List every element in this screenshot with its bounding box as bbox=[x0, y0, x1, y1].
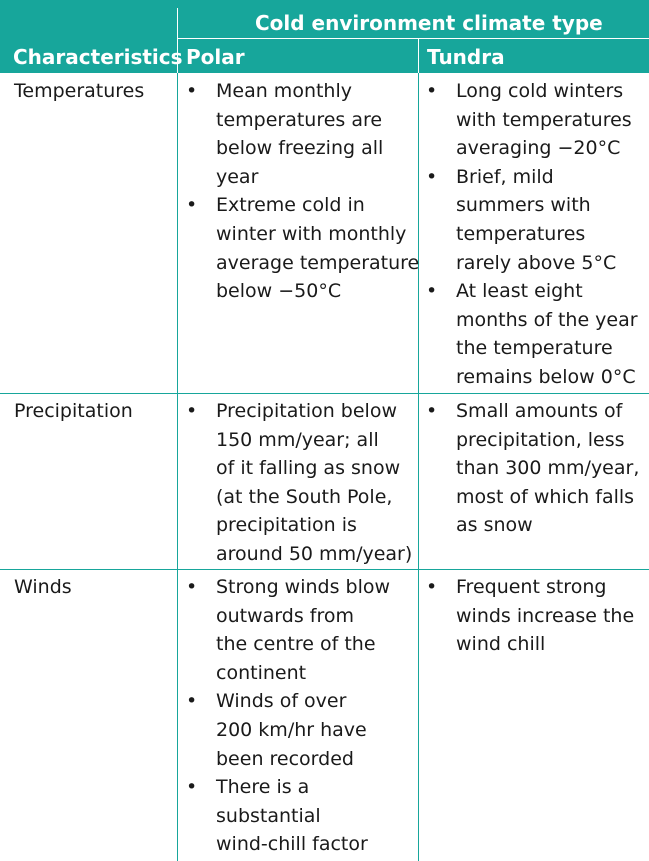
tundra-cell bbox=[426, 573, 634, 659]
header-polar: Polar bbox=[186, 45, 245, 69]
bullet-icon: • bbox=[186, 776, 198, 799]
bullet-item bbox=[186, 77, 419, 191]
bullet-icon: • bbox=[186, 400, 198, 422]
column-divider bbox=[177, 73, 178, 861]
header-divider bbox=[418, 39, 419, 73]
bullet-text: temperatures bbox=[456, 222, 586, 245]
bullet-text: below freezing all bbox=[216, 137, 384, 160]
header-group-title: Cold environment climate type bbox=[255, 11, 603, 35]
bullet-text: substantial bbox=[216, 804, 321, 827]
header-tundra: Tundra bbox=[427, 45, 505, 69]
bullet-text: outwards from bbox=[216, 604, 354, 627]
bullet-text: remains below 0°C bbox=[456, 365, 636, 388]
bullet-item bbox=[186, 773, 390, 859]
bullet-text: temperatures are bbox=[216, 108, 383, 131]
bullet-text: been recorded bbox=[216, 747, 354, 770]
bullet-icon: • bbox=[426, 165, 438, 188]
bullet-item bbox=[186, 573, 390, 687]
bullet-text: the temperature bbox=[456, 337, 613, 360]
bullet-text: At least eight bbox=[456, 280, 583, 303]
bullet-text: Extreme cold in bbox=[216, 194, 365, 217]
bullet-item bbox=[426, 77, 638, 163]
polar-cell bbox=[186, 397, 412, 569]
bullet-text: Brief, mild bbox=[456, 165, 554, 188]
bullet-item bbox=[426, 397, 639, 540]
row-label-precipitation: Precipitation bbox=[14, 400, 133, 422]
row-label-winds: Winds bbox=[14, 576, 72, 598]
bullet-text: below −50°C bbox=[216, 280, 342, 303]
bullet-text: continent bbox=[216, 661, 307, 684]
bullet-text: summers with bbox=[456, 194, 591, 217]
bullet-text: There is a bbox=[216, 776, 310, 799]
bullet-text: precipitation is bbox=[216, 514, 357, 537]
row-label-temperatures: Temperatures bbox=[14, 80, 145, 102]
bullet-icon: • bbox=[426, 280, 438, 303]
bullet-icon: • bbox=[426, 576, 438, 598]
bullet-text: with temperatures bbox=[456, 108, 632, 131]
bullet-text: 200 km/hr have bbox=[216, 718, 367, 741]
header-divider bbox=[177, 38, 649, 39]
bullet-text: Precipitation below bbox=[216, 400, 397, 422]
bullet-text: Mean monthly bbox=[216, 80, 352, 102]
header-characteristics: Characteristics bbox=[13, 45, 183, 69]
bullet-icon: • bbox=[186, 80, 198, 102]
bullet-text: than 300 mm/year, bbox=[456, 457, 640, 480]
bullet-text: Frequent strong bbox=[456, 576, 607, 598]
bullet-item bbox=[426, 573, 634, 659]
bullet-icon: • bbox=[186, 576, 198, 598]
bullet-text: of it falling as snow bbox=[216, 457, 401, 480]
bullet-icon: • bbox=[186, 690, 198, 713]
bullet-item bbox=[186, 191, 419, 305]
bullet-text: 150 mm/year; all bbox=[216, 428, 379, 451]
bullet-text: most of which falls bbox=[456, 485, 635, 508]
row-divider bbox=[0, 569, 649, 570]
bullet-text: rarely above 5°C bbox=[456, 251, 617, 274]
bullet-text: around 50 mm/year) bbox=[216, 542, 413, 565]
bullet-text: the centre of the bbox=[216, 633, 376, 656]
bullet-text: average temperature bbox=[216, 251, 420, 274]
bullet-text: as snow bbox=[456, 514, 533, 537]
bullet-text: Long cold winters bbox=[456, 80, 624, 102]
bullet-text: averaging −20°C bbox=[456, 137, 621, 160]
bullet-icon: • bbox=[426, 80, 438, 102]
polar-cell bbox=[186, 77, 419, 306]
tundra-cell bbox=[426, 77, 638, 392]
polar-cell bbox=[186, 573, 390, 859]
bullet-item bbox=[186, 397, 412, 569]
bullet-icon: • bbox=[426, 400, 438, 422]
bullet-text: Winds of over bbox=[216, 690, 347, 713]
bullet-item bbox=[426, 277, 638, 391]
bullet-text: (at the South Pole, bbox=[216, 485, 393, 508]
bullet-text: wind chill bbox=[456, 633, 546, 656]
bullet-text: Strong winds blow bbox=[216, 576, 391, 598]
bullet-text: year bbox=[216, 165, 259, 188]
bullet-text: wind-chill factor bbox=[216, 833, 368, 856]
bullet-item bbox=[426, 163, 638, 277]
bullet-item bbox=[186, 687, 390, 773]
bullet-text: winter with monthly bbox=[216, 222, 407, 245]
bullet-icon: • bbox=[186, 194, 198, 217]
row-divider bbox=[0, 393, 649, 394]
tundra-cell bbox=[426, 397, 639, 540]
bullet-text: months of the year bbox=[456, 308, 638, 331]
bullet-text: precipitation, less bbox=[456, 428, 625, 451]
bullet-text: winds increase the bbox=[456, 604, 635, 627]
bullet-text: Small amounts of bbox=[456, 400, 623, 422]
